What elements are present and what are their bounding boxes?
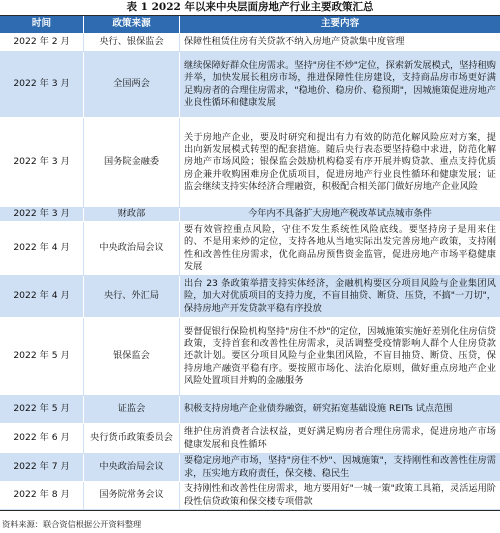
table-row <box>0 318 500 396</box>
cell-source: 银保监会 <box>84 318 180 395</box>
cell-source: 中央政治局会议 <box>84 222 180 275</box>
policy-table <box>0 15 500 511</box>
cell-source: 央行、外汇局 <box>84 276 180 317</box>
cell-source: 证监会 <box>84 396 180 423</box>
cell-content: 继续保障好群众住房需求。坚持"房住不炒"定位，探索新发展模式，坚持租购并举，加快发展长租房市场，推进保障性住房建设，支持商品房市场更好满足购房者的合理住房需求，"稳地价、稳房价、稳预期"，因城施策促进房地产业良性循环和健康发展 <box>184 60 496 108</box>
cell-content: 出台 23 条政策举措支持实体经济，金融机构要区分项目风险与企业集团风险，加大对优质项目的支持力度，不盲目抽贷、断贷、压贷，不搞"一刀切"，保持房地产开发贷款平稳有序投放 <box>184 278 496 314</box>
header-time: 时间 <box>0 16 84 33</box>
cell-time: 2022 年 2 月 <box>0 34 84 51</box>
cell-time: 2022 年 4 月 <box>0 276 84 317</box>
cell-content: 积极支持房地产企业债券融资，研究拓宽基础设施 REITs 试点范围 <box>184 403 453 415</box>
cell-time: 2022 年 3 月 <box>0 118 84 207</box>
cell-time: 2022 年 6 月 <box>0 424 84 453</box>
table-row <box>0 482 500 510</box>
cell-content: 支持刚性和改善性住房需求，地方要用好"一城一策"政策工具箱，灵活运用阶段性信贷政策和保交楼专项借款 <box>184 483 496 507</box>
cell-source: 财政部 <box>84 208 180 221</box>
cell-time: 2022 年 5 月 <box>0 396 84 423</box>
cell-content: 要督促银行保险机构坚持"房住不炒"的定位，因城施策实施好差别化住房信贷政策，支持首套和改善性住房需求，灵活调整受疫情影响人群个人住房贷款还款计划。要区分项目风险与企业集团风险，不盲目抽贷、断贷、压贷，保持房地产融资平稳有序。要按照市场化、法治化原则，做好重点房地产企业风险处置项目并购的金融服务 <box>184 325 496 386</box>
cell-content: 今年内不具备扩大房地产税改革试点城市条件 <box>248 208 432 220</box>
header-source: 政策来源 <box>84 16 180 33</box>
table-header-row <box>0 16 500 34</box>
cell-source: 国务院金融委 <box>84 118 180 207</box>
cell-time: 2022 年 5 月 <box>0 318 84 395</box>
table-body <box>0 34 500 510</box>
header-content: 主要内容 <box>320 18 360 30</box>
cell-content: 要有效管控重点风险，守住不发生系统性风险底线。要坚持房子是用来住的、不是用来炒的定位，支持各地从当地实际出发完善房地产政策，支持刚性和改善性住房需求，优化商品房预售资金监管，促进房地产市场平稳健康发展 <box>184 224 496 272</box>
cell-time: 2022 年 7 月 <box>0 454 84 481</box>
cell-content: 要稳定房地产市场，坚持"房住不炒"、因城施策"，支持刚性和改善性住房需求，压实地方政府责任，保交楼、稳民生 <box>184 455 496 479</box>
cell-time: 2022 年 8 月 <box>0 482 84 509</box>
cell-time: 2022 年 3 月 <box>0 52 84 117</box>
table-row <box>0 222 500 276</box>
table-row <box>0 276 500 318</box>
table-row <box>0 396 500 424</box>
cell-source: 央行货币政策委员会 <box>84 424 180 453</box>
table-caption: 表 1 2022 年以来中央层面房地产行业主要政策汇总 <box>126 1 374 13</box>
cell-source: 中央政治局会议 <box>84 454 180 481</box>
cell-time: 2022 年 3 月 <box>0 208 84 221</box>
table-row <box>0 118 500 208</box>
table-row <box>0 424 500 454</box>
cell-source: 央行、银保监会 <box>84 34 180 51</box>
cell-content: 维护住房消费者合法权益，更好满足购房者合理住房需求，促进房地产市场健康发展和良性循环 <box>184 426 496 450</box>
source-note: 资料来源：联合资信根据公开资料整理 <box>2 519 142 529</box>
table-row <box>0 454 500 482</box>
cell-content: 关于房地产企业，要及时研究和提出有力有效的防范化解风险应对方案，提出向新发展模式转型的配套措施。随后央行表态要坚持稳中求进，防范化解房地产市场风险；银保监会鼓励机构稳妥有序开展并购贷款、重点支持优质房企兼并收购困难房企优质项目，促进房地产行业良性循环和健康发展；证监会继续支持实体经济合理融资，积极配合相关部门做好房地产企业风险 <box>184 131 496 192</box>
table-row <box>0 34 500 52</box>
table-row <box>0 208 500 222</box>
cell-time: 2022 年 4 月 <box>0 222 84 275</box>
cell-content: 保障性租赁住房有关贷款不纳入房地产贷款集中度管理 <box>184 36 405 48</box>
table-row <box>0 52 500 118</box>
cell-source: 国务院常务会议 <box>84 482 180 509</box>
cell-source: 全国两会 <box>84 52 180 117</box>
